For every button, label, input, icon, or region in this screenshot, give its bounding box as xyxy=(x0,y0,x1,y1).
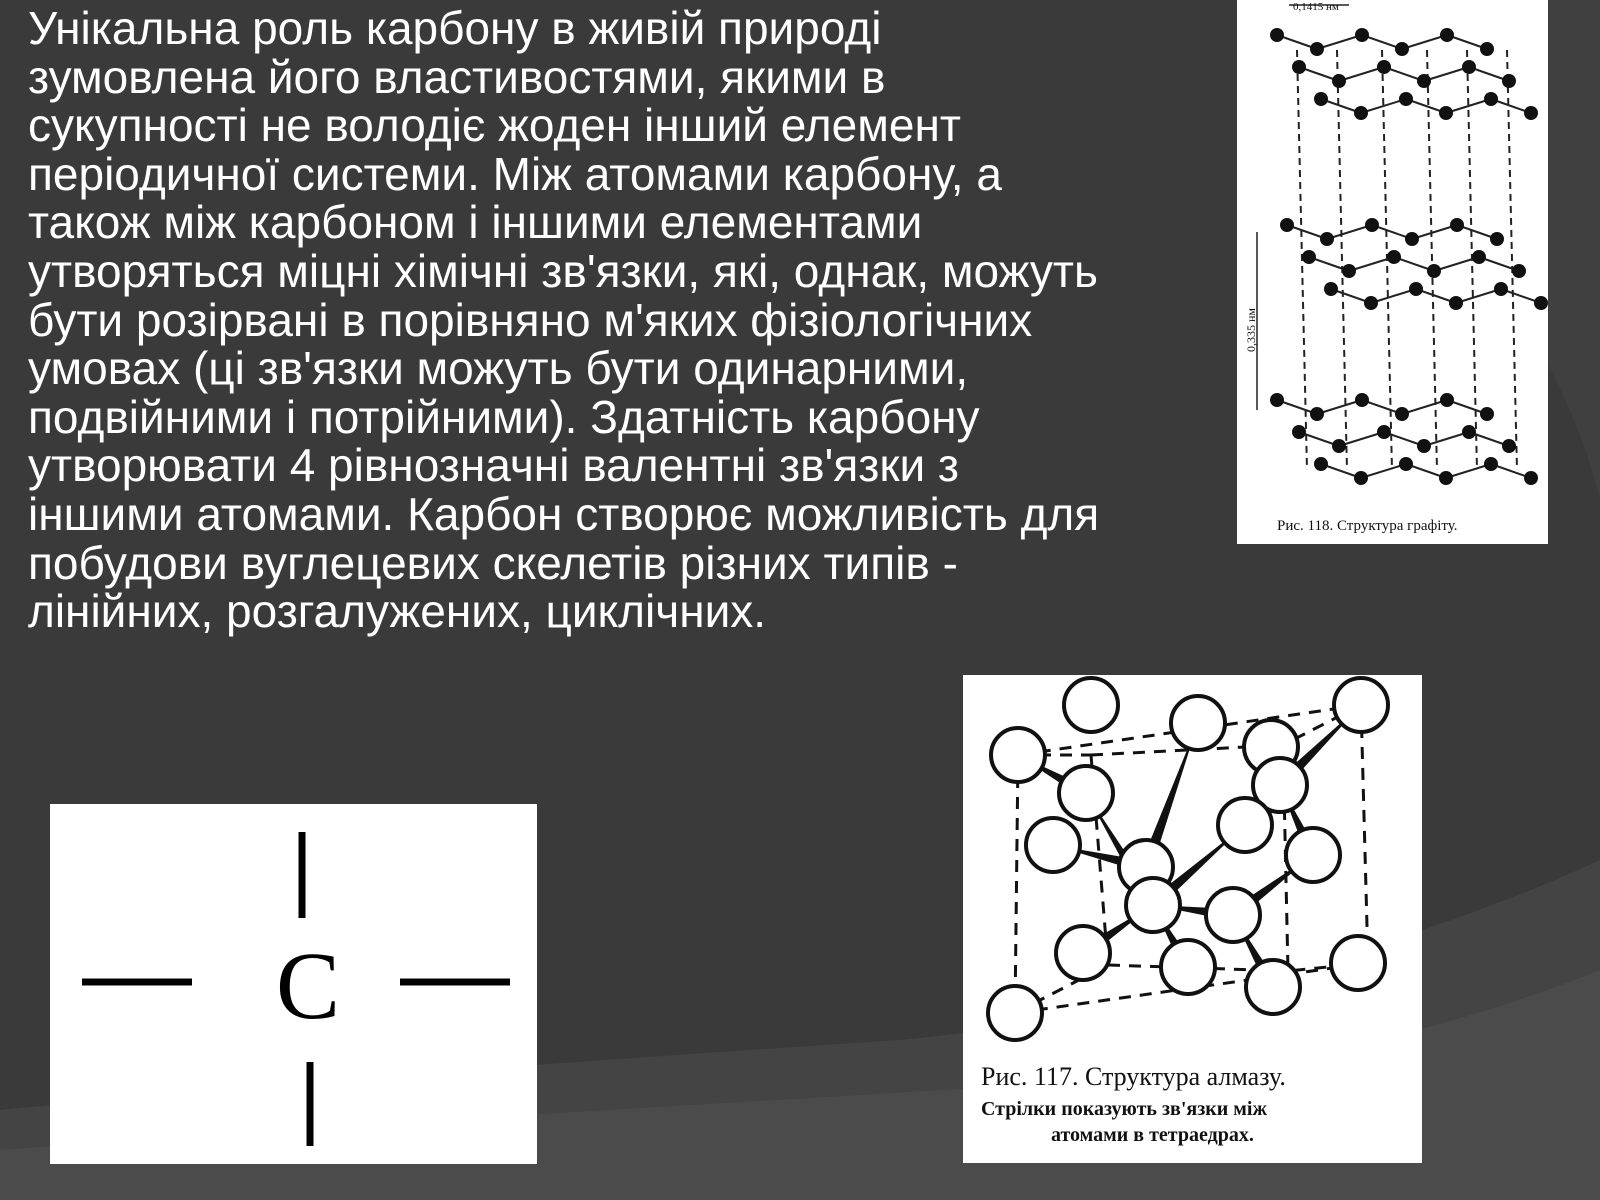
graphite-atom xyxy=(1354,106,1368,120)
diamond-atom xyxy=(1056,926,1110,980)
diamond-atom xyxy=(1064,678,1118,732)
graphite-atom xyxy=(1395,407,1409,421)
paragraph-line: побудови вуглецевих скелетів різних типів - xyxy=(28,536,958,589)
paragraph-line: утворяться міцні хімічні зв'язки, які, однак, можуть xyxy=(28,244,1098,297)
graphite-atom xyxy=(1377,60,1391,74)
diamond-atom xyxy=(1206,888,1260,942)
graphite-caption: Рис. 118. Структура графіту. xyxy=(1277,518,1458,534)
paragraph-line: лінійних, розгалужених, циклічних. xyxy=(28,585,767,638)
diamond-structure-figure xyxy=(963,675,1422,1163)
graphite-atom xyxy=(1409,282,1423,296)
graphite-atom xyxy=(1502,74,1516,88)
paragraph-line: іншими атомами. Карбон створює можливість для xyxy=(28,487,1100,540)
graphite-diagram xyxy=(1237,0,1548,544)
diamond-caption-line2: Стрілки показують зв'язки між xyxy=(981,1098,1267,1120)
diamond-atom xyxy=(1126,878,1180,932)
graphite-atom xyxy=(1417,74,1431,88)
graphite-atom xyxy=(1490,232,1504,246)
graphite-atom xyxy=(1332,439,1346,453)
graphite-atom xyxy=(1427,264,1441,278)
top-dimension-label: 0,1415 нм xyxy=(1293,1,1339,13)
paragraph-line: зумовлена його властивостями, якими в xyxy=(28,50,886,103)
graphite-atom xyxy=(1324,282,1338,296)
main-paragraph xyxy=(28,4,1228,636)
graphite-atom xyxy=(1270,393,1284,407)
graphite-atom xyxy=(1270,28,1284,42)
graphite-atom xyxy=(1417,439,1431,453)
graphite-structure-figure xyxy=(1237,0,1548,544)
graphite-atom xyxy=(1292,425,1306,439)
graphite-atom xyxy=(1462,60,1476,74)
paragraph-line: умовах (ці зв'язки можуть бути одинарними, xyxy=(28,342,969,395)
diamond-atom xyxy=(1218,798,1272,852)
graphite-atom xyxy=(1314,457,1328,471)
carbon-symbol: C xyxy=(275,932,341,1039)
graphite-atom xyxy=(1387,250,1401,264)
graphite-atom xyxy=(1280,218,1294,232)
paragraph-line: періодичної системи. Між атомами карбону, а xyxy=(28,147,1002,200)
diamond-atom xyxy=(1059,766,1113,820)
graphite-atom xyxy=(1320,232,1334,246)
graphite-atom xyxy=(1395,42,1409,56)
graphite-atom xyxy=(1405,232,1419,246)
graphite-atom xyxy=(1302,250,1316,264)
paragraph-line: також між карбоном і іншими елементами xyxy=(28,196,923,249)
graphite-atom xyxy=(1310,407,1324,421)
graphite-atom xyxy=(1354,471,1368,485)
graphite-atom xyxy=(1534,296,1548,310)
graphite-atom xyxy=(1494,282,1508,296)
graphite-atom xyxy=(1377,425,1391,439)
diamond-diagram xyxy=(963,675,1422,1163)
diamond-atom xyxy=(1161,940,1215,994)
side-dimension-label: 0,335 нм xyxy=(1244,307,1258,352)
graphite-atom xyxy=(1484,457,1498,471)
carbon-bonds-diagram xyxy=(50,804,537,1164)
diamond-atom xyxy=(991,728,1045,782)
diamond-atom xyxy=(1026,818,1080,872)
graphite-atom xyxy=(1355,393,1369,407)
diamond-atom xyxy=(1286,828,1340,882)
graphite-atom xyxy=(1472,250,1486,264)
diamond-atom xyxy=(1331,936,1385,990)
carbon-valence-formula xyxy=(50,804,537,1164)
graphite-atom xyxy=(1399,457,1413,471)
graphite-atom xyxy=(1310,42,1324,56)
graphite-atom xyxy=(1365,218,1379,232)
graphite-atom xyxy=(1399,92,1413,106)
paragraph-line: утворювати 4 рівнозначні валентні зв'язки з xyxy=(28,439,960,492)
graphite-atom xyxy=(1364,296,1378,310)
graphite-atom xyxy=(1440,393,1454,407)
graphite-atom xyxy=(1355,28,1369,42)
graphite-atom xyxy=(1480,42,1494,56)
graphite-atom xyxy=(1480,407,1494,421)
diamond-atom xyxy=(1334,678,1388,732)
graphite-atom xyxy=(1524,471,1538,485)
diamond-caption-title: Рис. 117. Структура алмазу. xyxy=(981,1062,1286,1091)
graphite-atom xyxy=(1332,74,1346,88)
graphite-atom xyxy=(1512,264,1526,278)
graphite-atom xyxy=(1314,92,1328,106)
paragraph-line: подвійними і потрійними). Здатність карбону xyxy=(28,390,980,443)
graphite-atom xyxy=(1524,106,1538,120)
graphite-atom xyxy=(1440,28,1454,42)
graphite-atom xyxy=(1484,92,1498,106)
diamond-atom xyxy=(1171,696,1225,750)
graphite-atom xyxy=(1439,106,1453,120)
paragraph-line: Унікальна роль карбону в живій природі xyxy=(28,2,882,54)
diamond-caption-line3: атомами в тетраедрах. xyxy=(1051,1124,1254,1146)
paragraph-line: бути розірвані в порівняно м'яких фізіологічних xyxy=(28,293,1033,346)
graphite-atom xyxy=(1502,439,1516,453)
graphite-atom xyxy=(1449,296,1463,310)
graphite-atom xyxy=(1292,60,1306,74)
graphite-atom xyxy=(1450,218,1464,232)
paragraph-line: сукупності не володіє жоден інший елемент xyxy=(28,99,961,152)
graphite-atom xyxy=(1462,425,1476,439)
graphite-atom xyxy=(1342,264,1356,278)
diamond-atom xyxy=(988,986,1042,1040)
graphite-atom xyxy=(1439,471,1453,485)
diamond-atom xyxy=(1246,960,1300,1014)
